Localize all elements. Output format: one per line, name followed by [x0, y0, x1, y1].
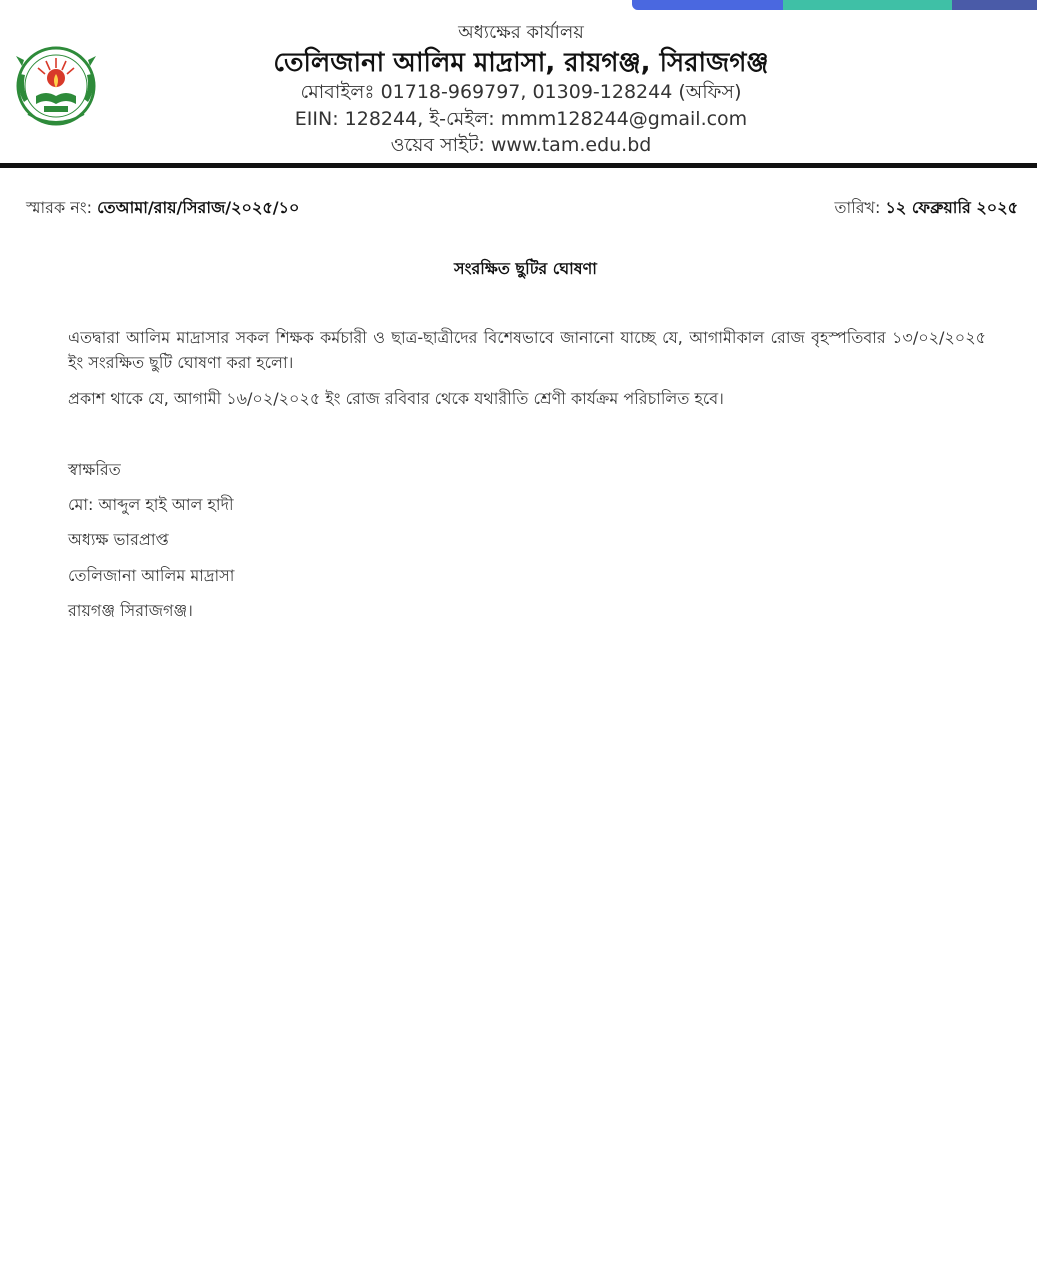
mobile-line: মোবাইলঃ 01718-969797, 01309-128244 (অফিস) [300, 81, 742, 103]
signatory-institution: তেলিজানা আলিম মাদ্রাসা [68, 566, 235, 585]
signatory-designation: অধ্যক্ষ ভারপ্রাপ্ত [68, 530, 169, 549]
memo-value: তেআমা/রায়/সিরাজ/২০২৫/১০ [97, 198, 300, 217]
notice-subject: সংরক্ষিত ছুটির ঘোষণা [454, 259, 597, 278]
letter-date [835, 195, 1018, 222]
signatory-name: মো: আব্দুল হাই আল হাদী [68, 495, 234, 514]
website-line: ওয়েব সাইট: www.tam.edu.bd [390, 134, 652, 156]
date-label: তারিখ: [834, 198, 881, 217]
institution-name: তেলিজানা আলিম মাদ্রাসা, রায়গঞ্জ, সিরাজগঞ্জ [273, 48, 769, 78]
eiin-email-line: EIIN: 128244, ই-মেইল: mmm128244@gmail.com [294, 108, 748, 130]
signed-label: স্বাক্ষরিত [68, 460, 121, 479]
date-value: ১২ ফেব্রুয়ারি ২০২৫ [885, 198, 1018, 217]
signatory-address: রায়গঞ্জ সিরাজগঞ্জ। [68, 601, 193, 620]
memo-number [26, 195, 299, 222]
notice-paragraph-1: এতদ্বারা আলিম মাদ্রাসার সকল শিক্ষক কর্মচারী ও ছাত্র-ছাত্রীদের বিশেষভাবে জানানো যাচ্ছে যে, আগামীকাল রোজ বৃহস্পতিবার ১৩/০২/২০২৫ ইং সংরক্ষিত ছুটি ঘোষণা করা হলো। [68, 328, 986, 372]
header-divider [0, 163, 1037, 168]
memo-label: স্মারক নং: [26, 198, 93, 217]
notice-paragraph-2: প্রকাশ থাকে যে, আগামী ১৬/০২/২০২৫ ইং রোজ রবিবার থেকে যথারীতি শ্রেণী কার্যক্রম পরিচালিত হবে। [68, 389, 724, 408]
office-title: অধ্যক্ষের কার্যালয় [458, 22, 584, 43]
letterhead [0, 0, 1037, 168]
